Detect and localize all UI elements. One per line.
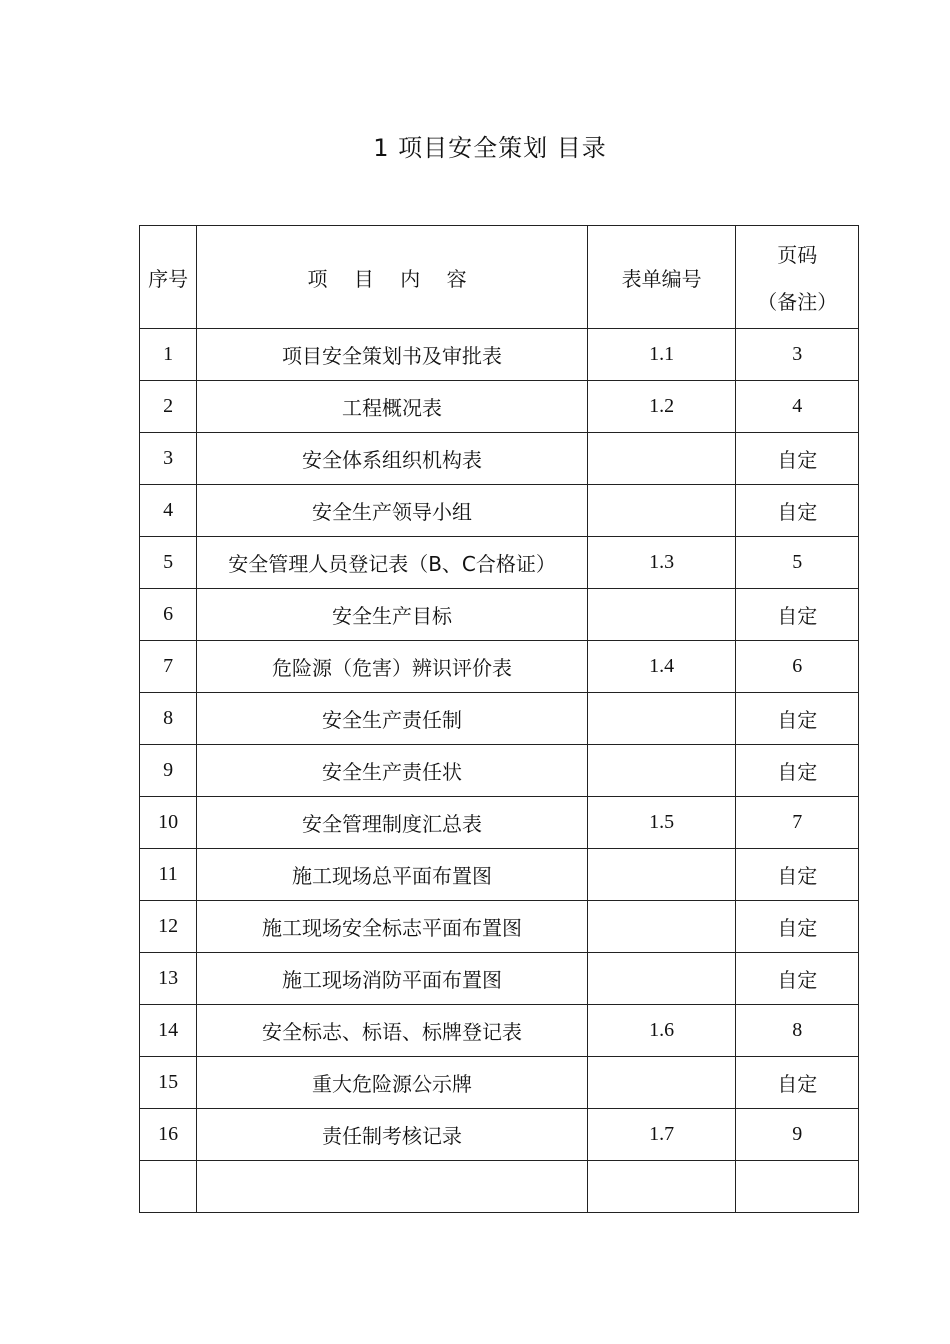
- table-row: [140, 485, 859, 537]
- cell-page: 8: [736, 1005, 859, 1057]
- cell-page: [736, 1161, 859, 1213]
- cell-seq: 14: [140, 1005, 197, 1057]
- cell-content: 安全管理制度汇总表: [197, 797, 588, 849]
- cell-seq: 15: [140, 1057, 197, 1109]
- cell-form-no: 1.4: [587, 641, 736, 693]
- cell-page: 自定: [736, 1057, 859, 1109]
- cell-page: 自定: [736, 693, 859, 745]
- cell-page: 7: [736, 797, 859, 849]
- cell-content: 施工现场总平面布置图: [197, 849, 588, 901]
- table-row: [140, 901, 859, 953]
- cell-seq: 16: [140, 1109, 197, 1161]
- table-body: [140, 329, 859, 1213]
- table-row: [140, 797, 859, 849]
- cell-seq: 12: [140, 901, 197, 953]
- cell-content: 安全生产领导小组: [197, 485, 588, 537]
- table-row: [140, 745, 859, 797]
- table-row: [140, 329, 859, 381]
- cell-form-no: [587, 849, 736, 901]
- cell-form-no: [587, 589, 736, 641]
- cell-form-no: [587, 485, 736, 537]
- cell-form-no: 1.6: [587, 1005, 736, 1057]
- cell-page: 自定: [736, 901, 859, 953]
- table-row: [140, 537, 859, 589]
- table-row: [140, 953, 859, 1005]
- cell-form-no: 1.5: [587, 797, 736, 849]
- cell-form-no: [587, 901, 736, 953]
- header-seq: 序号: [140, 226, 197, 329]
- cell-page: 3: [736, 329, 859, 381]
- cell-page: 4: [736, 381, 859, 433]
- cell-seq: 8: [140, 693, 197, 745]
- cell-content: 安全管理人员登记表（B、C合格证）: [197, 537, 588, 589]
- table-row: [140, 381, 859, 433]
- cell-form-no: [587, 953, 736, 1005]
- table-row: [140, 1005, 859, 1057]
- cell-seq: 10: [140, 797, 197, 849]
- header-page-label: 页码: [777, 243, 818, 267]
- cell-page: 自定: [736, 953, 859, 1005]
- cell-page: 自定: [736, 849, 859, 901]
- cell-content: 安全生产责任状: [197, 745, 588, 797]
- cell-seq: 5: [140, 537, 197, 589]
- cell-content: 施工现场消防平面布置图: [197, 953, 588, 1005]
- table-row: [140, 1109, 859, 1161]
- toc-table: [139, 225, 859, 1213]
- cell-content: [197, 1161, 588, 1213]
- header-page: [736, 226, 859, 329]
- cell-content: 安全生产目标: [197, 589, 588, 641]
- header-page-note: （备注）: [757, 290, 838, 314]
- cell-form-no: [587, 433, 736, 485]
- cell-form-no: [587, 1057, 736, 1109]
- cell-content: 安全体系组织机构表: [197, 433, 588, 485]
- cell-seq: 2: [140, 381, 197, 433]
- table-row: [140, 849, 859, 901]
- table-row: [140, 589, 859, 641]
- table-row: [140, 433, 859, 485]
- table-row: [140, 693, 859, 745]
- document-title: 1 项目安全策划 目录: [373, 134, 607, 162]
- table-row: [140, 641, 859, 693]
- table-header-row: [140, 226, 859, 329]
- cell-seq: 9: [140, 745, 197, 797]
- cell-seq: 3: [140, 433, 197, 485]
- cell-form-no: 1.3: [587, 537, 736, 589]
- cell-form-no: 1.1: [587, 329, 736, 381]
- table-row: [140, 1057, 859, 1109]
- cell-content: 责任制考核记录: [197, 1109, 588, 1161]
- cell-page: 6: [736, 641, 859, 693]
- cell-content: 重大危险源公示牌: [197, 1057, 588, 1109]
- cell-seq: 11: [140, 849, 197, 901]
- cell-content: 工程概况表: [197, 381, 588, 433]
- cell-form-no: [587, 1161, 736, 1213]
- cell-seq: 1: [140, 329, 197, 381]
- table-row: [140, 1161, 859, 1213]
- cell-form-no: 1.2: [587, 381, 736, 433]
- cell-form-no: 1.7: [587, 1109, 736, 1161]
- cell-page: 自定: [736, 589, 859, 641]
- cell-form-no: [587, 745, 736, 797]
- header-content: 项 目 内 容: [197, 226, 588, 329]
- cell-seq: 4: [140, 485, 197, 537]
- cell-form-no: [587, 693, 736, 745]
- cell-page: 自定: [736, 745, 859, 797]
- cell-content: 施工现场安全标志平面布置图: [197, 901, 588, 953]
- cell-page: 9: [736, 1109, 859, 1161]
- cell-content: 安全标志、标语、标牌登记表: [197, 1005, 588, 1057]
- cell-page: 自定: [736, 485, 859, 537]
- cell-seq: 6: [140, 589, 197, 641]
- cell-seq: [140, 1161, 197, 1213]
- header-form-no: 表单编号: [587, 226, 736, 329]
- cell-seq: 7: [140, 641, 197, 693]
- cell-seq: 13: [140, 953, 197, 1005]
- cell-content: 项目安全策划书及审批表: [197, 329, 588, 381]
- cell-content: 安全生产责任制: [197, 693, 588, 745]
- cell-content: 危险源（危害）辨识评价表: [197, 641, 588, 693]
- cell-page: 自定: [736, 433, 859, 485]
- cell-page: 5: [736, 537, 859, 589]
